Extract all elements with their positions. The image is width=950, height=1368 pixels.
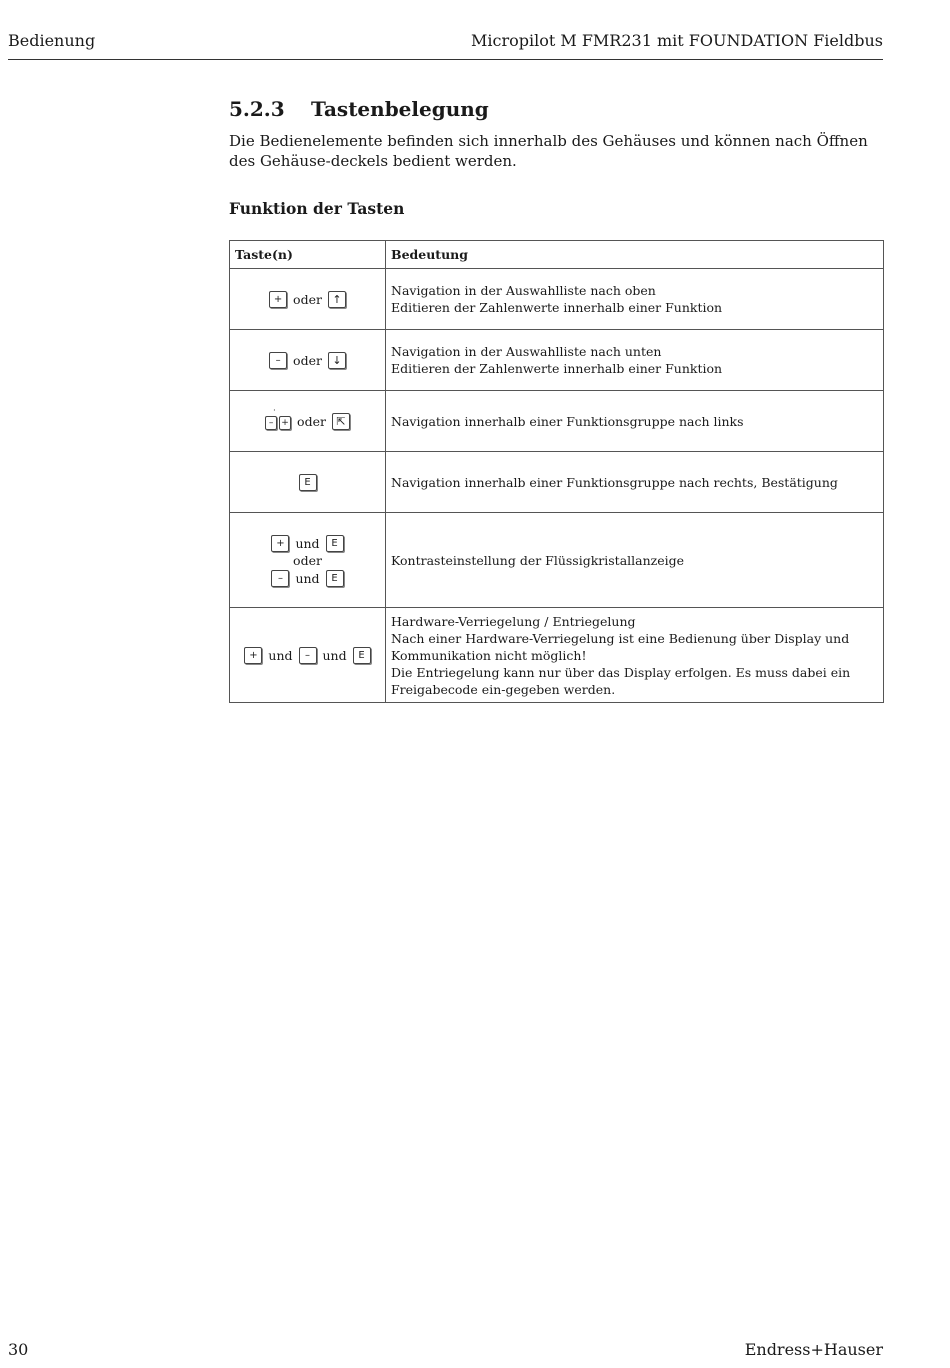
key-combo-line: [234, 569, 381, 587]
table-row: [230, 513, 884, 608]
table-row: [230, 452, 884, 513]
table-header-row: [230, 241, 884, 269]
conjunction-and: und: [295, 570, 320, 586]
keys-cell: [230, 269, 386, 330]
running-header-title: Micropilot M FMR231 mit FOUNDATION Fieldbus: [470, 31, 883, 50]
conjunction-or: oder: [293, 353, 322, 368]
minus-key-small-icon: –: [265, 416, 277, 430]
meaning-cell: [386, 330, 884, 391]
key-combo-line: [234, 534, 381, 552]
e-key-icon: E: [353, 647, 371, 664]
conjunction-and: und: [322, 648, 347, 663]
meaning-line: Navigation innerhalb einer Funktionsgruppe nach rechts, Bestätigung: [391, 474, 838, 490]
meaning-line: Die Entriegelung kann nur über das Display erfolgen. Es muss dabei ein Freigabecode ein-gegeben werden.: [391, 664, 851, 697]
escape-key-icon: ⇱: [332, 413, 350, 430]
table-row: [230, 608, 884, 703]
plus-key-icon: +: [269, 291, 287, 308]
keys-cell: [230, 608, 386, 703]
section-title: Tastenbelegung: [311, 97, 489, 121]
e-key-icon: E: [326, 570, 344, 587]
plus-key-small-icon: +: [279, 416, 291, 430]
conjunction-or: oder: [297, 414, 326, 429]
meaning-line: Navigation in der Auswahlliste nach oben: [391, 283, 656, 298]
keys-cell: [230, 391, 386, 452]
header-rule: [8, 59, 883, 60]
conjunction-or: oder: [293, 552, 322, 568]
minus-key-icon: –: [269, 352, 287, 369]
brand-name: Endress+Hauser: [744, 1340, 883, 1359]
meaning-line: Navigation in der Auswahlliste nach unten: [391, 344, 662, 359]
section-heading: [229, 97, 489, 121]
meaning-line: Kontrasteinstellung der Flüssigkristallanzeige: [391, 552, 685, 568]
conjunction-and: und: [295, 535, 320, 551]
up-arrow-key-icon: ↑: [328, 291, 346, 308]
meaning-line: Editieren der Zahlenwerte innerhalb einer Funktion: [391, 361, 723, 376]
meaning-line: Editieren der Zahlenwerte innerhalb einer Funktion: [391, 300, 723, 315]
meaning-cell: [386, 608, 884, 703]
plus-key-icon: +: [244, 647, 262, 664]
table-row: [230, 391, 884, 452]
meaning-line: Hardware-Verriegelung / Entriegelung: [391, 613, 636, 629]
meaning-line: Navigation innerhalb einer Funktionsgruppe nach links: [391, 413, 744, 429]
running-header-section: Bedienung: [8, 31, 96, 50]
table-row: [230, 330, 884, 391]
section-number: 5.2.3: [229, 97, 285, 121]
column-header-keys: Taste(n): [230, 241, 386, 269]
subsection-title: Funktion der Tasten: [229, 199, 405, 218]
meaning-cell: [386, 452, 884, 513]
e-key-icon: E: [299, 474, 317, 491]
minus-key-icon: –: [271, 570, 289, 587]
conjunction-and: und: [268, 648, 293, 663]
meaning-line: Nach einer Hardware-Verriegelung ist eine Bedienung über Display und Kommunikation nicht möglich!: [391, 630, 850, 663]
meaning-cell: [386, 269, 884, 330]
key-function-table: [229, 240, 884, 703]
column-header-meaning: Bedeutung: [386, 241, 884, 269]
combo-marker-icon: ·: [273, 406, 276, 415]
meaning-cell: [386, 391, 884, 452]
minus-key-icon: –: [299, 647, 317, 664]
plus-key-icon: +: [271, 535, 289, 552]
meaning-cell: [386, 513, 884, 608]
table-row: [230, 269, 884, 330]
keys-cell: [230, 513, 386, 608]
minus-plus-combo-icon: [264, 406, 292, 430]
conjunction-or: oder: [293, 292, 322, 307]
keys-cell: [230, 452, 386, 513]
page-number: 30: [8, 1340, 29, 1359]
intro-paragraph: Die Bedienelemente befinden sich innerhalb des Gehäuses und können nach Öffnen des Gehäuse-deckels bedient werden.: [229, 132, 868, 170]
keys-cell: [230, 330, 386, 391]
e-key-icon: E: [326, 535, 344, 552]
down-arrow-key-icon: ↓: [328, 352, 346, 369]
